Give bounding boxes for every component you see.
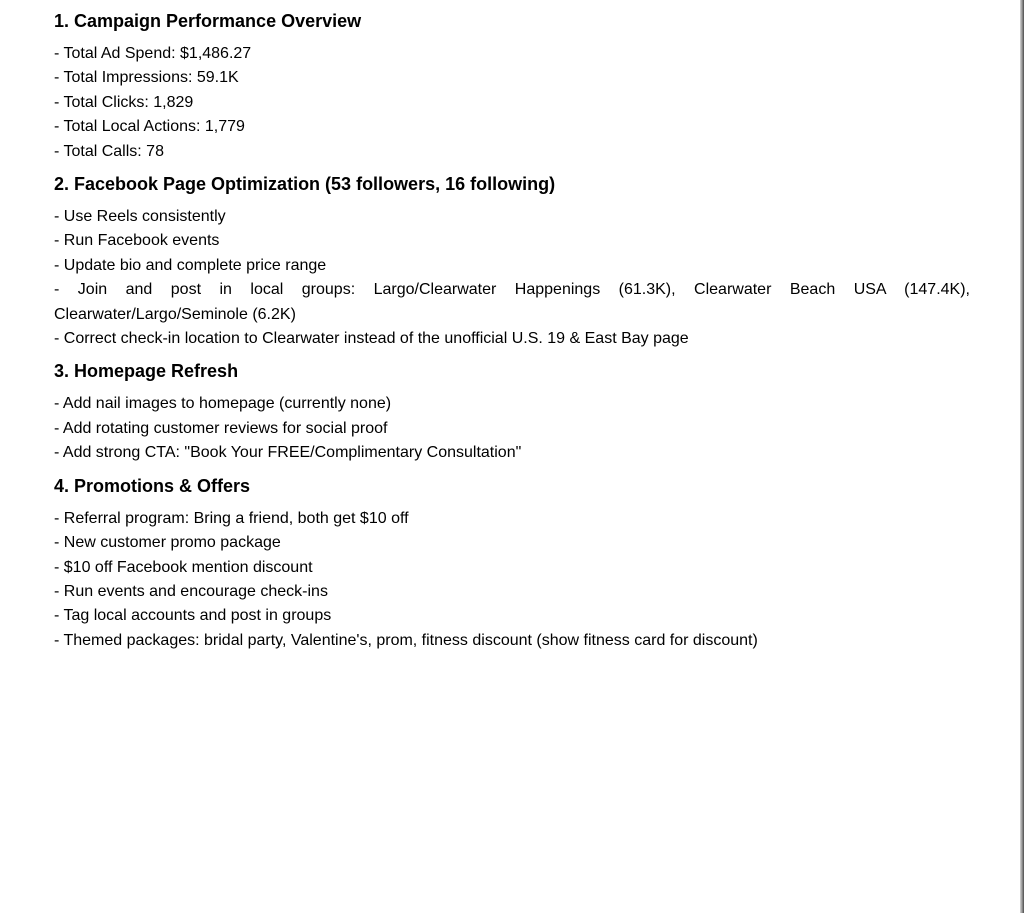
window-edge — [1020, 0, 1024, 913]
list-item: - $10 off Facebook mention discount — [54, 558, 313, 576]
list-item: - Add rotating customer reviews for social proof — [54, 419, 388, 437]
list-item: - Use Reels consistently — [54, 208, 226, 226]
list-item: - Total Clicks: 1,829 — [54, 93, 194, 111]
section-campaign-performance — [54, 10, 970, 164]
list-item: - Themed packages: bridal party, Valentine's, prom, fitness discount (show fitness card for discount) — [54, 631, 758, 649]
list-item: - Total Impressions: 59.1K — [54, 69, 239, 87]
list-item: - Correct check-in location to Clearwater instead of the unofficial U.S. 19 & East Bay page — [54, 330, 689, 348]
list-item: - Total Calls: 78 — [54, 142, 164, 160]
list-item: - Add nail images to homepage (currently none) — [54, 395, 392, 413]
section-heading: 2. Facebook Page Optimization (53 followers, 16 following) — [54, 174, 556, 195]
section-heading: 4. Promotions & Offers — [54, 475, 251, 496]
list-item: - Tag local accounts and post in groups — [54, 607, 332, 625]
section-homepage-refresh — [54, 360, 970, 465]
section-promotions-offers — [54, 475, 970, 653]
list-item: - Run Facebook events — [54, 232, 220, 250]
list-item: - Total Ad Spend: $1,486.27 — [54, 45, 252, 62]
section-heading: 1. Campaign Performance Overview — [54, 11, 362, 31]
document-content — [54, 10, 970, 662]
section-facebook-optimization — [54, 173, 970, 351]
list-item: - Referral program: Bring a friend, both get $10 off — [54, 509, 409, 527]
list-item: - Total Local Actions: 1,779 — [54, 118, 245, 136]
list-item: - New customer promo package — [54, 534, 281, 552]
list-item: - Update bio and complete price range — [54, 256, 327, 274]
section-heading: 3. Homepage Refresh — [54, 361, 239, 382]
list-item: - Add strong CTA: "Book Your FREE/Complimentary Consultation" — [54, 444, 522, 462]
list-item: - Join and post in local groups: Largo/Clearwater Happenings (61.3K), Clearwater Beach USA (147.4K), Clearwater/Largo/Seminole (6.2K) — [54, 281, 970, 323]
list-item: - Run events and encourage check-ins — [54, 582, 328, 600]
